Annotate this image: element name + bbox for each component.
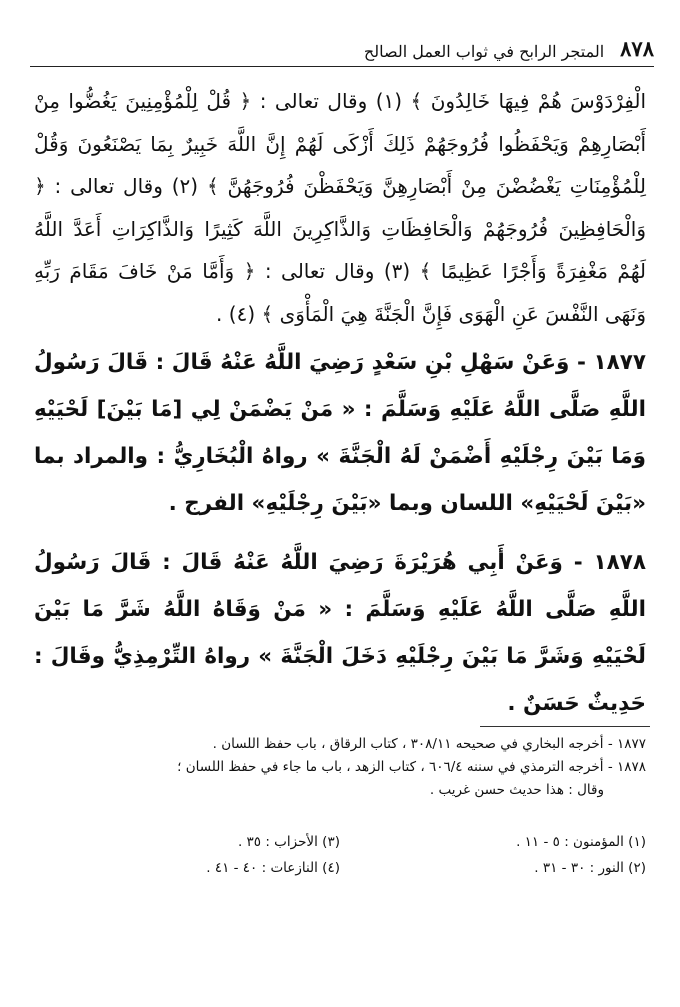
reference-row [34,829,646,855]
hadith-1877: ١٨٧٧ - وَعَنْ سَهْلِ بْنِ سَعْدٍ رَضِيَ اللَّهُ عَنْهُ قَالَ : قَالَ رَسُولُ اللَّهِ صَلَّى اللَّهُ عَلَيْهِ وَسَلَّمَ : « مَنْ يَضْمَنْ لِي [مَا بَيْنَ] لَحْيَيْهِ وَمَا بَيْنَ رِجْلَيْهِ أَضْمَنْ لَهُ الْجَنَّةَ » رواهُ الْبُخَارِيُّ : والمراد بما «بَيْنَ لَحْيَيْهِ» اللسان وبما «بَيْنَ رِجْلَيْهِ» الفرج . [34,350,646,516]
footnote-1878-continuation: وقال : هذا حديث حسن غريب . [429,782,604,798]
footnote-1877: ١٨٧٧ - أخرجه البخاري في صحيحه ٣٠٨/١١ ، كتاب الرقاق ، باب حفظ اللسان . [212,736,646,752]
running-title: المتجر الرابح في ثواب العمل الصالح [363,42,605,61]
verse-paragraph: الْفِرْدَوْسَ هُمْ فِيهَا خَالِدُونَ ﴾ (١) وقال تعالى : ﴿ قُلْ لِلْمُؤْمِنِينَ يَغُضُّوا مِنْ أَبْصَارِهِمْ وَيَحْفَظُوا فُرُوجَهُمْ ذَلِكَ أَزْكَى لَهُمْ إِنَّ اللَّهَ خَبِيرٌ بِمَا يَصْنَعُونَ وَقُلْ لِلْمُؤْمِنَاتِ يَغْضُضْنَ مِنْ أَبْصَارِهِنَّ وَيَحْفَظْنَ فُرُوجَهُنَّ ﴾ (٢) وقال تعالى : ﴿ وَالْحَافِظِينَ فُرُوجَهُمْ وَالْحَافِظَاتِ وَالذَّاكِرِينَ اللَّهَ كَثِيرًا وَالذَّاكِرَاتِ أَعَدَّ اللَّهُ لَهُمْ مَغْفِرَةً وَأَجْرًا عَظِيمًا ﴾ (٣) وقال تعالى : ﴿ وَأَمَّا مَنْ خَافَ مَقَامَ رَبِّهِ وَنَهَى النَّفْسَ عَنِ الْهَوَى فَإِنَّ الْجَنَّةَ هِيَ الْمَأْوَى ﴾ (٤) . [34,89,647,326]
quran-references [34,829,646,881]
footnote-rule [480,726,650,727]
hadith-1878: ١٨٧٨ - وَعَنْ أَبِي هُرَيْرَةَ رَضِيَ اللَّهُ عَنْهُ قَالَ : قَالَ رَسُولُ اللَّهِ صَلَّى اللَّهُ عَلَيْهِ وَسَلَّمَ : « مَنْ وَقَاهُ اللَّهُ شَرَّ مَا بَيْنَ لَحْيَيْهِ وَشَرَّ مَا بَيْنَ رِجْلَيْهِ دَخَلَ الْجَنَّةَ » رواهُ التِّرْمِذِيُّ وقَالَ : حَدِيثٌ حَسَنٌ . [34,550,646,716]
main-text [34,80,646,727]
reference-1: (١) المؤمنون : ٥ - ١١ . [516,834,646,850]
footnotes [34,733,646,802]
reference-3: (٣) الأحزاب : ٣٥ . [237,834,340,850]
reference-row [34,855,646,881]
header-rule [30,66,654,67]
reference-2: (٢) النور : ٣٠ - ٣١ . [534,860,646,876]
page-number: ٨٧٨ [620,36,654,61]
page-header [30,33,654,61]
footnote-1878: ١٨٧٨ - أخرجه الترمذي في سننه ٦٠٦/٤ ، كتاب الزهد ، باب ما جاء في حفظ اللسان ؛ [177,759,646,775]
reference-4: (٤) النازعات : ٤٠ - ٤١ . [206,860,340,876]
